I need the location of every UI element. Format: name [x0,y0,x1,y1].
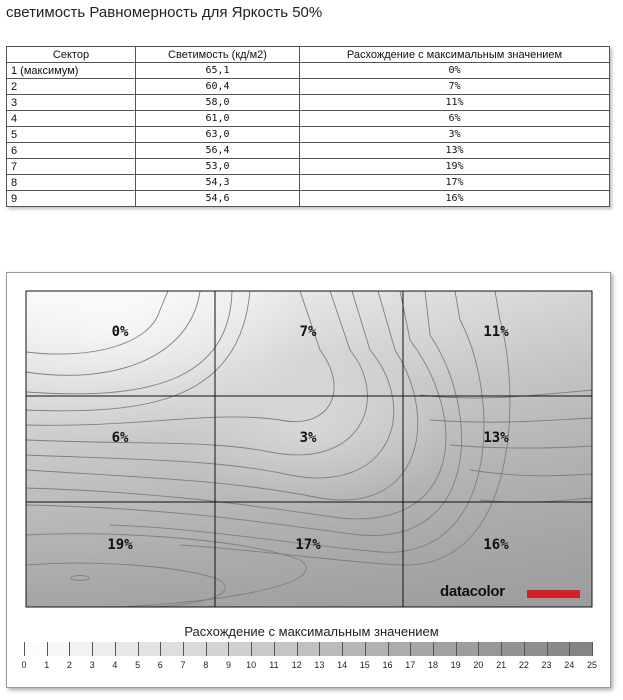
scale-tick [456,642,457,656]
scale-tick-label: 24 [564,660,575,670]
scale-tick-label: 15 [359,660,370,670]
scale-tick [228,642,229,656]
scale-tick-label: 20 [473,660,484,670]
deviation-cell: 7% [300,79,610,95]
deviation-cell: 6% [300,111,610,127]
sector-1-label: 0% [111,324,129,340]
scale-tick-label: 14 [337,660,348,670]
scale-tick [297,642,298,656]
deviation-cell: 13% [300,143,610,159]
scale-tick-label: 5 [135,660,141,670]
scale-segment [569,642,592,656]
scale-tick [24,642,25,656]
scale-tick [592,642,593,656]
scale-tick-label: 10 [246,660,257,670]
scale-segment [342,642,365,656]
datacolor-logo: datacolor [440,583,505,600]
scale-tick [433,642,434,656]
scale-tick-label: 12 [291,660,302,670]
scale-tick [251,642,252,656]
scale-tick-label: 8 [203,660,209,670]
column-header-sector: Сектор [7,47,136,63]
scale-tick [478,642,479,656]
luminance-cell: 60,4 [136,79,300,95]
luminance-cell: 58,0 [136,95,300,111]
scale-tick [410,642,411,656]
scale-segment [138,642,161,656]
page-title: светимость Равномерность для Яркость 50% [6,4,323,21]
sector-cell: 1 (максимум) [7,63,136,79]
datacolor-logo-bar [527,590,580,598]
scale-tick-label: 16 [382,660,393,670]
deviation-cell: 0% [300,63,610,79]
scale-tick [501,642,502,656]
sector-8-label: 17% [295,537,321,553]
scale-segment [547,642,570,656]
sector-cell: 8 [7,175,136,191]
scale-segment [115,642,138,656]
sector-cell: 9 [7,191,136,207]
luminance-cell: 54,3 [136,175,300,191]
scale-segment [410,642,433,656]
deviation-cell: 16% [300,191,610,207]
scale-tick-label: 2 [66,660,72,670]
scale-tick [69,642,70,656]
scale-tick [115,642,116,656]
scale-tick [547,642,548,656]
deviation-cell: 11% [300,95,610,111]
scale-tick-label: 13 [314,660,325,670]
scale-segment [319,642,342,656]
scale-segment [524,642,547,656]
deviation-cell: 19% [300,159,610,175]
luminance-cell: 54,6 [136,191,300,207]
sector-5-label: 3% [299,430,317,446]
scale-segment [183,642,206,656]
luminance-cell: 65,1 [136,63,300,79]
sector-cell: 7 [7,159,136,175]
scale-tick [160,642,161,656]
scale-tick [524,642,525,656]
sector-3-label: 11% [483,324,509,340]
scale-segment [433,642,456,656]
luminance-cell: 61,0 [136,111,300,127]
scale-tick [47,642,48,656]
scale-tick-label: 9 [225,660,231,670]
sector-cell: 4 [7,111,136,127]
scale-segment [365,642,388,656]
sector-6-label: 13% [483,430,509,446]
legend-title: Расхождение с максимальным значением [184,624,439,639]
sector-2-label: 7% [299,324,317,340]
scale-tick-label: 23 [541,660,552,670]
sector-9-label: 16% [483,537,509,553]
luminance-cell: 56,4 [136,143,300,159]
scale-segment [24,642,47,656]
scale-segment [388,642,411,656]
gray-scale-bar [24,642,592,656]
scale-tick [319,642,320,656]
scale-tick-label: 18 [427,660,438,670]
deviation-cell: 17% [300,175,610,191]
scale-tick-labels [0,660,623,674]
scale-segment [297,642,320,656]
scale-tick [388,642,389,656]
scale-tick [206,642,207,656]
sector-cell: 5 [7,127,136,143]
scale-tick-label: 7 [180,660,186,670]
scale-tick-label: 22 [518,660,529,670]
scale-segment [501,642,524,656]
scale-segment [456,642,479,656]
column-header-luminance: Светимость (кд/м2) [136,47,300,63]
scale-tick-label: 17 [405,660,416,670]
scale-tick-label: 4 [112,660,118,670]
sector-4-label: 6% [111,430,129,446]
luminance-cell: 63,0 [136,127,300,143]
scale-segment [206,642,229,656]
scale-tick-label: 0 [21,660,27,670]
scale-segment [92,642,115,656]
scale-tick [342,642,343,656]
column-header-deviation: Расхождение с максимальным значением [300,47,610,63]
luminance-cell: 53,0 [136,159,300,175]
scale-segment [251,642,274,656]
scale-segment [478,642,501,656]
scale-segment [160,642,183,656]
scale-tick-label: 19 [450,660,461,670]
scale-segment [69,642,92,656]
deviation-cell: 3% [300,127,610,143]
scale-tick [92,642,93,656]
scale-tick-label: 1 [44,660,50,670]
sector-7-label: 19% [107,537,133,553]
sector-cell: 6 [7,143,136,159]
sector-cell: 3 [7,95,136,111]
scale-tick-label: 6 [157,660,163,670]
scale-segment [274,642,297,656]
scale-tick-label: 25 [586,660,598,670]
scale-segment [47,642,70,656]
sector-cell: 2 [7,79,136,95]
scale-tick [365,642,366,656]
scale-tick [274,642,275,656]
scale-tick-label: 3 [89,660,95,670]
scale-tick-label: 21 [496,660,507,670]
scale-tick [183,642,184,656]
scale-tick-label: 11 [269,660,279,670]
scale-tick [569,642,570,656]
scale-tick [138,642,139,656]
scale-segment [228,642,251,656]
